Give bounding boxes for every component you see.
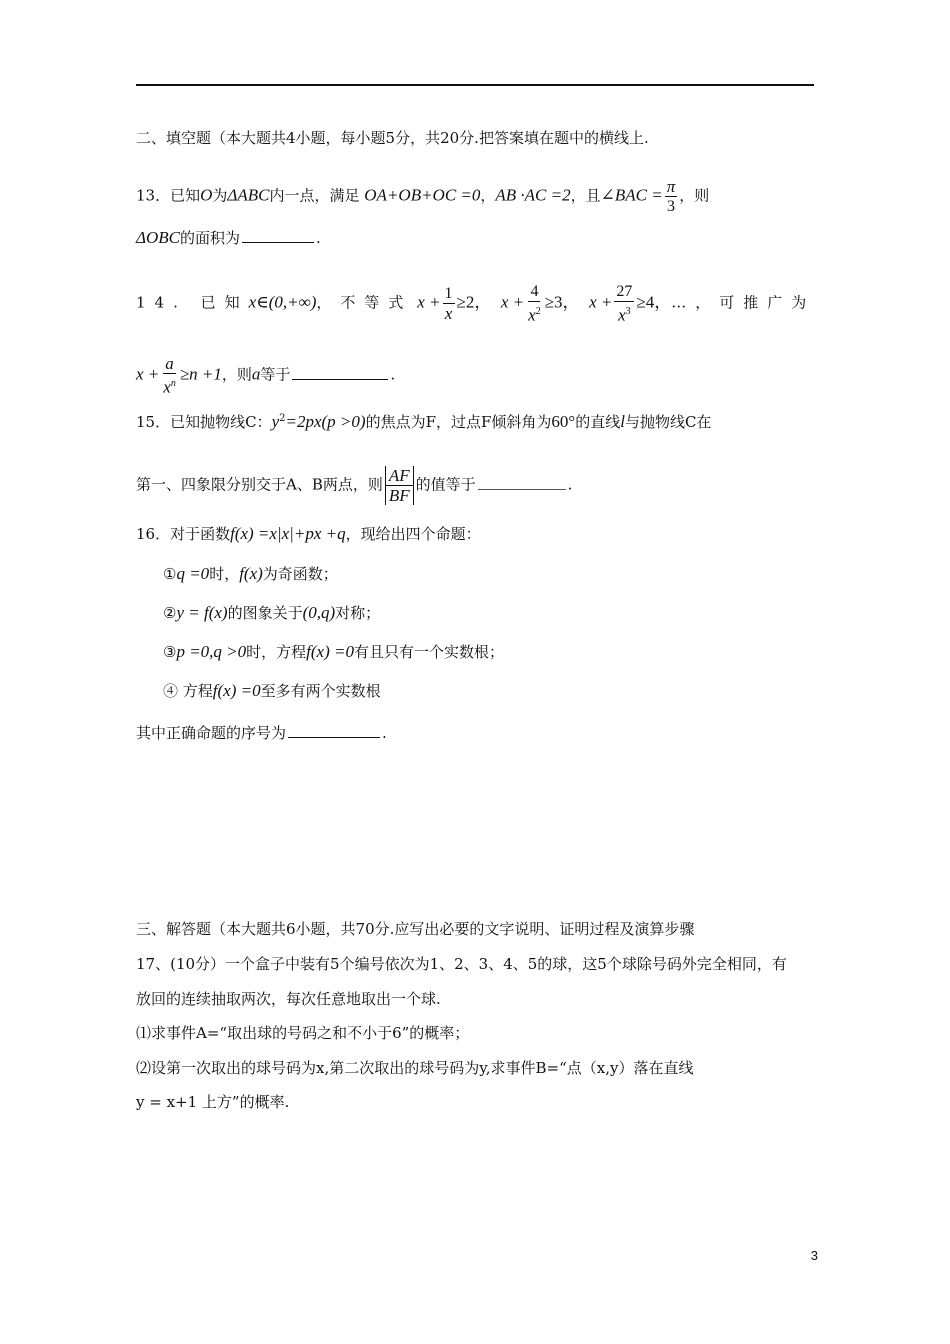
q14-x2: x +	[500, 292, 525, 312]
q14-frac-2	[526, 282, 543, 325]
q17-part1: ⑴求事件A=“取出球的号码之和不小于6”的概率；	[136, 1024, 470, 1042]
q14-ga-num: a	[165, 354, 174, 373]
q14-lead: 14. 已知	[136, 293, 249, 312]
q14-more: …，可推广为	[671, 293, 816, 312]
q13-comma: ，	[480, 186, 496, 205]
q14-domain: x∈(0,+∞)	[248, 292, 317, 312]
q15-inter-text: 与抛物线C在	[624, 413, 712, 431]
q14-g2: ≥3，	[544, 292, 580, 312]
q15-end: .	[567, 475, 573, 494]
q13-text: 为	[212, 186, 228, 205]
q13-vector-sum: OA+OB+OC =0	[364, 185, 481, 205]
q13-line1	[136, 177, 709, 216]
q15-line1	[136, 408, 711, 433]
q17-part2-cont: y = x+1 上方”的概率.	[136, 1093, 290, 1111]
q16-p2-point: (0,q)	[302, 603, 336, 622]
q13-three: 3	[666, 198, 675, 215]
q15-line-text: 的直线	[575, 413, 621, 431]
q16-p3-text: 有且只有一个实数根；	[353, 643, 504, 661]
q16-p2-sym: 对称；	[335, 604, 381, 622]
header-rule	[136, 84, 814, 86]
q16-answer-blank[interactable]	[288, 723, 380, 738]
q16-p1-when: 时，	[209, 565, 240, 583]
q14-frac-3	[614, 282, 634, 325]
q16-prop3	[163, 641, 504, 663]
q13-and: ，且	[570, 186, 601, 205]
q16-p2-text: 的图象关于	[227, 604, 303, 622]
q13-lead: 13．已知	[136, 186, 201, 205]
q15-value-text: 的值等于	[415, 475, 476, 494]
q13-line2	[136, 227, 321, 249]
q16-p4-text: 至多有两个实数根	[260, 682, 381, 700]
q15-l: l	[620, 412, 625, 431]
q14-f1-num: 1	[444, 285, 453, 303]
q16-ask	[136, 722, 387, 744]
q16-p1-f: f(x)	[239, 564, 263, 583]
q13-triangle: ΔABC	[227, 185, 270, 205]
q15-answer-blank[interactable]	[478, 475, 566, 490]
q16-p3-mark: ③	[163, 643, 177, 661]
q14-g1: ≥2，	[456, 292, 492, 312]
q14-f1-den: x	[444, 304, 453, 324]
q14-equals-text: 等于	[260, 365, 291, 384]
q16-p1-cond: q =0	[176, 564, 210, 583]
q13-angle: ∠BAC =	[600, 185, 663, 205]
q15-bf: BF	[385, 486, 414, 505]
q14-f2-den: x	[528, 305, 536, 325]
q15-y: y	[271, 412, 280, 431]
q15-af: AF	[385, 466, 414, 486]
q16-given: ，现给出四个命题：	[345, 525, 481, 543]
q16-p2-func: y = f(x)	[176, 603, 228, 622]
q14-gx: x +	[136, 364, 160, 384]
q14-line1	[136, 282, 815, 325]
q16-p3-eq: f(x) =0	[306, 642, 354, 661]
q16-end: .	[382, 724, 387, 742]
q14-x3: x +	[589, 292, 613, 312]
q14-g3: ≥4，	[636, 292, 672, 312]
q14-general-frac	[161, 354, 178, 397]
q15-eq-rhs: =2px(p >0)	[285, 412, 366, 431]
q15-ratio	[385, 466, 414, 505]
q13-end: .	[316, 229, 321, 247]
q15-lead: 15．已知抛物线C：	[136, 413, 272, 431]
q13-pi-over-3	[665, 177, 678, 216]
q14-ineq-label: ，不等式	[316, 293, 413, 312]
q16-line1	[136, 523, 481, 545]
q13-then: ，则	[679, 186, 710, 205]
q15-focus-text: 的焦点为F，过点F倾斜角为	[365, 413, 552, 431]
q16-prop1	[163, 563, 338, 585]
q13-point-o: O	[200, 185, 213, 205]
q14-f3-den: x	[618, 305, 626, 325]
q17-line2: 放回的连续抽取两次，每次任意地取出一个球.	[136, 990, 441, 1008]
q16-p3-cond: p =0,q >0	[176, 642, 247, 661]
q15-line2-text: 第一、四象限分别交于A、B两点，则	[136, 475, 383, 494]
q16-p2-mark: ②	[163, 604, 177, 622]
q13-area-text: 的面积为	[179, 229, 240, 247]
page-number: 3	[810, 1248, 818, 1263]
q16-p4-mark: ④ 方程	[163, 682, 213, 700]
q16-prop2	[163, 602, 380, 624]
q16-p1-mark: ①	[163, 565, 177, 583]
q16-function: f(x) =x|x|+px +q	[230, 524, 346, 543]
q14-gtail: ≥n +1	[179, 364, 222, 384]
q14-answer-blank[interactable]	[292, 365, 388, 380]
q17-line1: 17、(10分）一个盒子中装有5个编号依次为1、2、3、4、5的球，这5个球除号码外完全相同，有	[136, 955, 787, 973]
q14-ga-exp: n	[170, 378, 176, 389]
q16-ask-text: 其中正确命题的序号为	[136, 724, 287, 742]
q14-a: a	[251, 364, 261, 384]
q13-answer-blank[interactable]	[242, 228, 314, 243]
q16-p3-when: 时，方程	[246, 643, 307, 661]
q14-x1: x +	[417, 292, 441, 312]
q14-f2-exp: 2	[535, 306, 541, 317]
q17-part2: ⑵设第一次取出的球号码为x,第二次取出的球号码为y,求事件B=“点（x,y）落在直线	[136, 1059, 694, 1077]
q13-triangle-obc: ΔOBC	[136, 228, 180, 247]
q14-end: .	[390, 365, 396, 384]
section2-heading: 二、填空题（本大题共4小题，每小题5分，共20分.把答案填在题中的横线上.	[136, 129, 649, 147]
q14-line2	[136, 354, 395, 397]
q15-y-exp: 2	[279, 413, 286, 424]
q14-f3-exp: 3	[625, 306, 631, 317]
q15-degree: 60°	[551, 412, 576, 431]
q13-dot-product: AB ·AC =2	[495, 185, 571, 205]
q13-pi: π	[666, 177, 676, 196]
q14-f2-num: 4	[530, 283, 539, 300]
q13-text2: 内一点，满足	[269, 186, 360, 205]
q14-then: ，则	[221, 365, 252, 384]
q16-p4-eq: f(x) =0	[212, 681, 261, 700]
section3-heading: 三、解答题（本大题共6小题，共70分.应写出必要的文字说明、证明过程及演算步骤	[136, 920, 695, 938]
q16-lead: 16．对于函数	[136, 525, 231, 543]
q15-line2	[136, 466, 572, 505]
q14-f3-num: 27	[616, 283, 633, 300]
q16-p1-text: 为奇函数；	[262, 565, 338, 583]
q14-ga-den: x	[163, 377, 171, 397]
q14-frac-1	[443, 284, 455, 323]
q16-prop4	[163, 680, 381, 702]
